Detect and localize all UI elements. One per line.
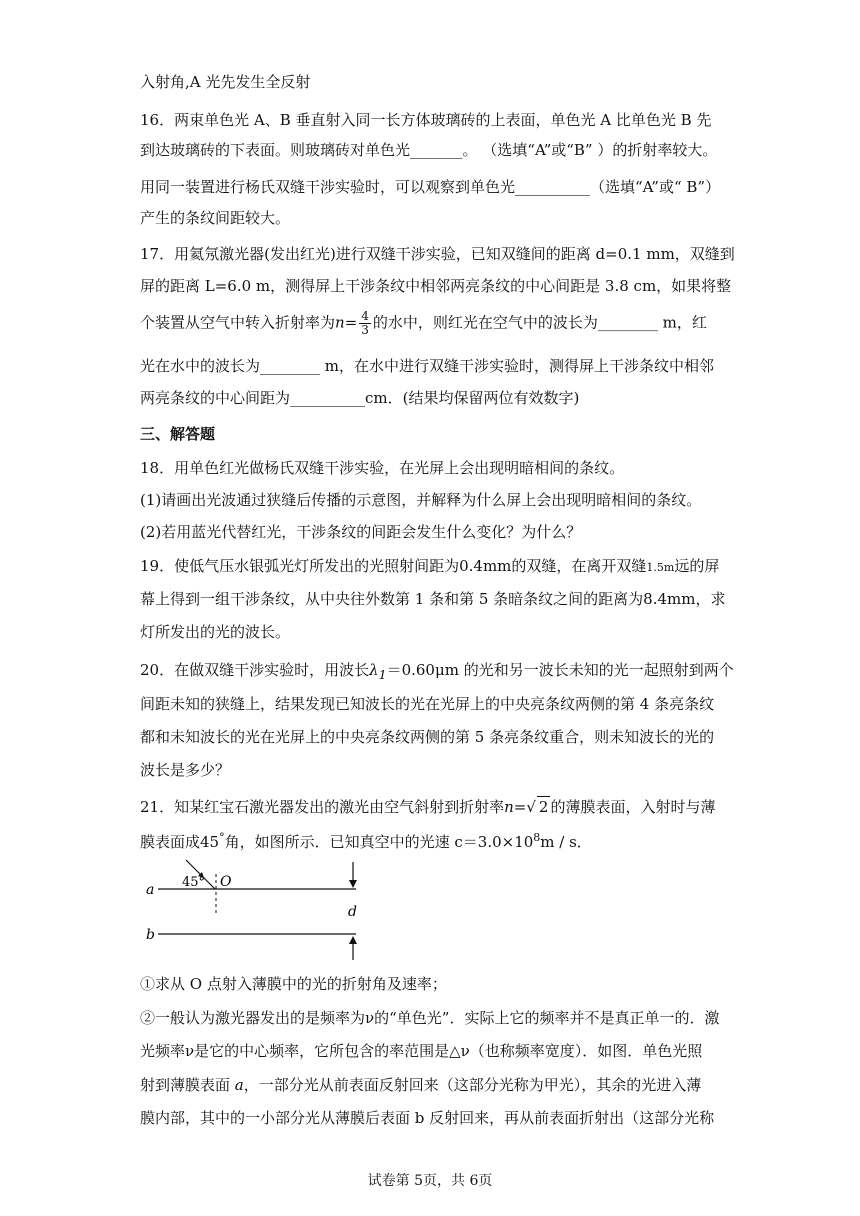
text-line: 间距未知的狭缝上，结果发现已知波长的光在光屏上的中央亮条纹两侧的第 4 条亮条纹 bbox=[140, 695, 715, 713]
arrowhead-icon bbox=[349, 880, 357, 888]
text-span: m / s． bbox=[540, 833, 592, 851]
text-line: 膜内部，其中的一小部分光从薄膜后表面 b 反射回来，再从前表面折射出（这部分光称 bbox=[140, 1109, 715, 1127]
fraction bbox=[359, 310, 371, 337]
text-line: (1)请画出光波通过狭缝后传播的示意图，并解释为什么屏上会出现明暗相间的条纹。 bbox=[140, 491, 702, 509]
radicand: 2 bbox=[538, 798, 549, 816]
symbol-lambda: λ bbox=[369, 661, 379, 679]
fraction-numerator: 4 bbox=[361, 309, 369, 323]
text-span: 幕上得到一组干涉条纹，从中央往外数第 1 条和第 5 条暗条纹之间的距离为 bbox=[140, 590, 644, 608]
text-line: 都和未知波长的光在光屏上的中央亮条纹两侧的第 5 条亮条纹重合，则未知波长的光的 bbox=[140, 728, 715, 746]
text-line: 屏的距离 L=6.0 m，测得屏上干涉条纹中相邻两亮条纹的中心间距是 3.8 cm，如果将整 bbox=[140, 277, 732, 295]
text-line bbox=[140, 828, 592, 852]
text-line: ①求从 O 点射入薄膜中的光的折射角及速率； bbox=[140, 975, 447, 993]
text-span: ＝0.60μm 的光和另一波长未知的光一起照射到两个 bbox=[386, 661, 734, 679]
text-span: 20．在做双缝干涉实验时，用波长 bbox=[140, 661, 370, 679]
symbol-n: n bbox=[335, 313, 345, 332]
text-line: 波长是多少？ bbox=[140, 761, 231, 779]
text-span: 膜表面成 bbox=[140, 833, 201, 851]
value-span: 0.4mm bbox=[459, 557, 512, 575]
section-heading: 三、解答题 bbox=[140, 425, 216, 443]
equals-sign: = bbox=[513, 798, 527, 816]
text-line: 入射角,A 光先发生全反射 bbox=[140, 73, 311, 91]
arrowhead-icon bbox=[349, 936, 357, 944]
fraction-denominator: 3 bbox=[361, 323, 369, 337]
text-span: 的水中，则红光在空气中的波长为________ m，红 bbox=[372, 313, 707, 332]
degree-mark: ° bbox=[219, 831, 225, 844]
text-span: 射到薄膜表面 bbox=[140, 1076, 235, 1094]
text-line bbox=[140, 1075, 701, 1095]
text-line: 用同一装置进行杨氏双缝干涉实验时，可以观察到单色光__________（选填“A”或“ B”） bbox=[140, 178, 721, 196]
question-16: 16．两束单色光 A、B 垂直射入同一长方体玻璃砖的上表面，单色光 A 比单色光 B 先 bbox=[140, 111, 712, 129]
text-line bbox=[140, 310, 707, 337]
text-span: ，求 bbox=[695, 590, 726, 608]
text-line: ②一般认为激光器发出的是频率为ν的“单色光”．实际上它的频率并不是真正单一的．激 bbox=[140, 1009, 720, 1027]
exponent: 8 bbox=[533, 831, 541, 844]
value-span: 1.5m bbox=[646, 561, 675, 574]
question-19 bbox=[140, 556, 719, 578]
question-18: 18．用单色红光做杨氏双缝干涉实验，在光屏上会出现明暗相间的条纹。 bbox=[140, 459, 625, 477]
text-line: 到达玻璃砖的下表面。则玻璃砖对单色光_______。 （选填“A”或“B” ）的折射率较大。 bbox=[140, 141, 718, 159]
value-span: 8.4mm bbox=[643, 590, 696, 608]
symbol-a: a bbox=[234, 1076, 244, 1094]
subscript: 1 bbox=[378, 667, 387, 682]
text-span: 的薄膜表面，入射时与薄 bbox=[550, 798, 716, 816]
text-span: 角，如图所示．已知真空中的光速 c＝3.0×10 bbox=[224, 833, 534, 851]
text-line: 光在水中的波长为________ m，在水中进行双缝干涉实验时，测得屏上干涉条纹中相邻 bbox=[140, 357, 714, 375]
page-footer: 试卷第 5页，共 6页 bbox=[367, 1173, 493, 1189]
question-21: 21．知某红宝石激光器发出的激光由空气斜射到折射率n=√ 2 的薄膜表面，入射时与薄 bbox=[140, 798, 716, 816]
text-span: 的双缝，在离开双缝 bbox=[511, 557, 647, 575]
text-line: 灯所发出的光的波长。 bbox=[140, 623, 291, 641]
text-span: 个装置从空气中转入折射率为 bbox=[140, 313, 336, 332]
question-17: 17．用氦氖激光器(发出红光)进行双缝干涉实验，已知双缝间的距离 d=0.1 mm，双缝到 bbox=[140, 245, 735, 263]
value-span: 45 bbox=[200, 833, 220, 851]
symbol-n: n bbox=[504, 798, 514, 816]
text-span: 19．使低气压水银弧光灯所发出的光照射间距为 bbox=[140, 557, 460, 575]
label-b: b bbox=[146, 927, 155, 943]
label-angle: 45° bbox=[182, 875, 206, 890]
question-20 bbox=[140, 660, 734, 685]
label-o: O bbox=[220, 874, 232, 890]
label-d: d bbox=[348, 904, 357, 920]
text-line: 产生的条纹间距较大。 bbox=[140, 209, 291, 227]
text-span: ，一部分光从前表面反射回来（这部分光称为甲光），其余的光进入薄 bbox=[243, 1076, 702, 1094]
equals-sign: = bbox=[344, 313, 358, 332]
thin-film-diagram bbox=[140, 852, 380, 967]
text-line: 两亮条纹的中心间距为__________cm．(结果均保留两位有效数字) bbox=[140, 389, 580, 407]
label-a: a bbox=[146, 882, 155, 898]
text-line: (2)若用蓝光代替红光，干涉条纹的间距会发生什么变化？为什么？ bbox=[140, 523, 582, 541]
text-span: 远的屏 bbox=[674, 557, 720, 575]
text-span: 21．知某红宝石激光器发出的激光由空气斜射到折射率 bbox=[140, 798, 505, 816]
text-line bbox=[140, 589, 726, 609]
text-line: 光频率ν是它的中心频率，它所包含的率范围是△ν（也称频率宽度）．如图．单色光照 bbox=[140, 1042, 703, 1060]
